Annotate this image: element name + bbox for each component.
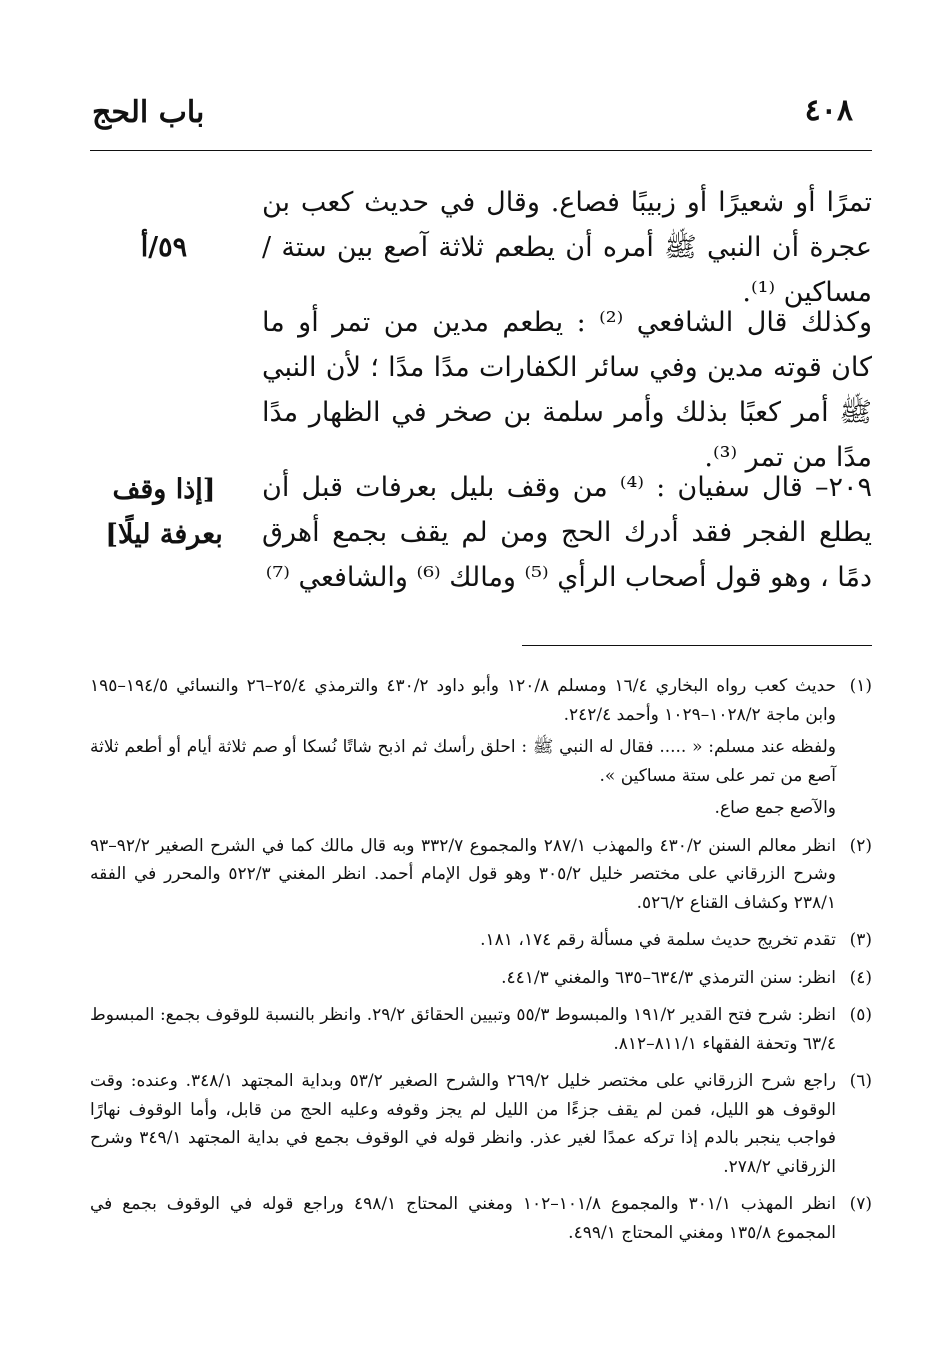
footnote-text: حديث كعب رواه البخاري ١٦/٤ ومسلم ١٢٠/٨ وأبو داود ٤٣٠/٢ والترمذي ٢٥/٤–٢٦ والنسائي ١٩٤/٥–١٩٥ وابن ماجة ١٠٢٨/٢–١٠٢٩ وأحمد ٢٤٢/٤. (90, 676, 837, 725)
footnote-text: تقدم تخريج حديث سلمة في مسألة رقم ١٧٤، ١٨١. (480, 930, 836, 950)
footnote-number: (٤) (849, 967, 872, 988)
footnote (90, 672, 872, 823)
footnote (90, 1001, 872, 1058)
footnote (90, 926, 872, 955)
footnote-body (90, 1190, 836, 1247)
footnote-body (90, 832, 836, 918)
margin-note-line: ٥٩/أ (140, 232, 188, 263)
footnote-text: انظر معالم السنن ٤٣٠/٢ والمهذب ٢٨٧/١ والمجموع ٣٣٢/٧ وبه قال مالك كما في الشرح الصغير ٩٢/٢–٩٣ وشرح الزرقاني على مختصر خليل ٣٠٥/٢ وهو قول الإمام أحمد. انظر المغني ٥٢٢/٣ والمحرر في الفقه ٢٣٨/١ وكشاف القناع ٥٢٦/٢. (90, 835, 836, 913)
footnote-text: انظر: سنن الترمذي ٦٣٤/٣–٦٣٥ والمغني ٤٤١/٣. (501, 967, 836, 988)
body-paragraph (262, 300, 872, 480)
footnote-number: (٥) (849, 1005, 872, 1025)
footnote (90, 1067, 872, 1181)
footnote-text: ولفظه عند مسلم: « ..... فقال له النبي ﷺ : احلق رأسك ثم اذبح شاتًا نُسكا أو صم ثلاثة أيام أو أطعم ثلاثة آصع من تمر على ستة مساكين ». (90, 737, 836, 786)
footnote-text: والآصع جمع صاع. (714, 798, 836, 818)
footnote-text: انظر المهذب ٣٠١/١ والمجموع ١٠١/٨–١٠٢ ومغني المحتاج ٤٩٨/١ وراجع قوله في الوقوف بجمع في المجموع ١٣٥/٨ ومغني المحتاج ٤٩٩/١. (90, 1194, 836, 1243)
chapter-title: باب الحج (92, 95, 205, 130)
paragraph-text: ٢٠٩– قال سفيان : ⁽⁴⁾ من وقف بليل بعرفات قبل أن يطلع الفجر فقد أدرك الحج ومن لم يقف بجمع أهرق دمًا ، وهو قول أصحاب الرأي ⁽⁵⁾ ومالك ⁽⁶⁾ والشافعي ⁽⁷⁾ (262, 472, 873, 593)
margin-topic-note (90, 467, 238, 557)
footnote-body (90, 964, 836, 993)
paragraph-text: وكذلك قال الشافعي ⁽²⁾ : يطعم مدين من تمر أو ما كان قوته مدين وفي سائر الكفارات مدًا مدًا ؛ لأن النبي ﷺ أمر كعبًا بذلك وأمر سلمة بن صخر في الظهار مدًا مدًا من تمر ⁽³⁾. (262, 307, 873, 473)
footnote (90, 832, 872, 918)
footnote (90, 1190, 872, 1247)
footnote-number: (٢) (849, 835, 872, 856)
footnote-text: راجع شرح الزرقاني على مختصر خليل ٢٦٩/٢ والشرح الصغير ٥٣/٢ وبداية المجتهد ٣٤٨/١. وعنده: وقت الوقوف هو الليل، فمن لم يقف جزءًا من الليل لم يجز وقوفه وعليه الحج من قابل، وأما الوقوف نهارًا فواجب ينجبر بالدم إذا تركه عمدًا لغير عذر. وانظر قوله في الوقوف بجمع في بداية المجتهد ٣٤٩/١ وشرح الزرقاني ٢٧٨/٢. (90, 1071, 837, 1177)
margin-folio-note (90, 225, 238, 270)
footnote-body (90, 1001, 836, 1058)
margin-note-line: [إذا وقف (112, 474, 216, 505)
header-divider (90, 150, 872, 151)
page-number: ٤٠٨ (804, 93, 853, 128)
footnote-number: (١) (849, 676, 872, 696)
footnote-divider (522, 645, 872, 646)
footnote-number: (٣) (849, 930, 872, 950)
footnotes-section (90, 672, 872, 1256)
body-paragraph (262, 465, 872, 600)
footnote-body (90, 926, 836, 955)
footnote-number: (٧) (849, 1194, 872, 1214)
margin-note-line: بعرفة ليلًا] (105, 519, 223, 550)
footnote-body (90, 1067, 836, 1181)
paragraph-text: تمرًا أو شعيرًا أو زبيبًا فصاع. وقال في حديث كعب بن عجرة أن النبي ﷺ أمره أن يطعم ثلاثة آصع بين ستة / مساكين ⁽¹⁾. (262, 187, 872, 308)
footnote-body (90, 672, 836, 823)
footnote-number: (٦) (849, 1071, 872, 1091)
footnote (90, 964, 872, 993)
body-paragraph (262, 180, 872, 315)
footnote-text: انظر: شرح فتح القدير ١٩١/٢ والمبسوط ٥٥/٣ وتبيين الحقائق ٢٩/٢. وانظر بالنسبة للوقوف بجمع: المبسوط ٦٣/٤ وتحفة الفقهاء ٨١١/١–٨١٢. (90, 1005, 836, 1054)
